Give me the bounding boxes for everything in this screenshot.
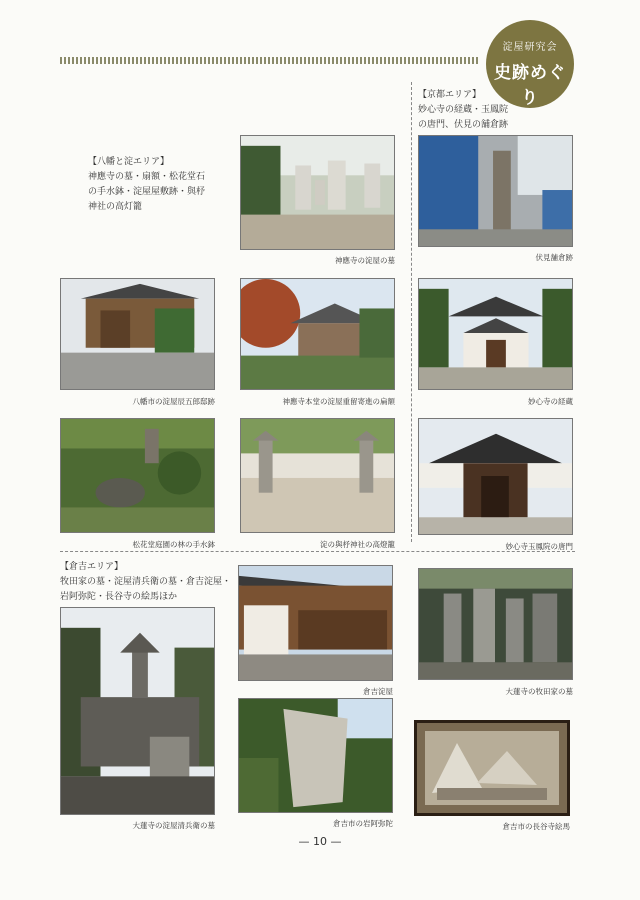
caption: 八幡市の淀屋辰五郎邸跡 bbox=[132, 397, 215, 406]
caption: 大蓮寺の淀屋清兵衛の墓 bbox=[132, 821, 215, 830]
photo-yodo-shrine-lantern bbox=[240, 418, 395, 533]
yawata-line: 神應寺の墓・扇額・松花堂石 bbox=[88, 172, 206, 182]
yawata-line: 神社の高灯籠 bbox=[88, 202, 143, 212]
yawata-line: の手水鉢・淀屋屋敷跡・與杼 bbox=[88, 187, 206, 197]
photo-seibei-grave bbox=[60, 607, 215, 815]
caption: 大蓮寺の牧田家の墓 bbox=[505, 687, 573, 696]
kurayoshi-line: 牧田家の墓・淀屋清兵衛の墓・倉吉淀屋・ bbox=[60, 577, 232, 587]
photo-jinoji-graves bbox=[240, 135, 395, 250]
kyoto-line: の唐門、伏見の舗倉跡 bbox=[418, 120, 509, 130]
caption: 神應寺本堂の淀屋重留寄進の扁額 bbox=[282, 397, 395, 406]
badge-subtitle: 淀屋研究会 bbox=[502, 42, 558, 53]
kurayoshi-heading: 【倉吉エリア】 bbox=[60, 562, 124, 572]
yawata-area-text bbox=[88, 155, 205, 215]
caption: 倉吉淀屋 bbox=[363, 687, 393, 696]
photo-yodoya-residence bbox=[60, 278, 215, 390]
photo-jinoji-main-hall bbox=[240, 278, 395, 390]
caption: 倉吉市の長谷寺絵馬 bbox=[502, 822, 570, 831]
caption: 神應寺の淀屋の墓 bbox=[335, 256, 395, 265]
badge-title: 史跡めぐり bbox=[494, 63, 566, 108]
caption: 妙心寺の経蔵 bbox=[528, 397, 573, 406]
photo-hasedera-ema bbox=[414, 720, 570, 816]
caption: 淀の與杼神社の高燈籠 bbox=[320, 540, 395, 549]
page-number: — 10 — bbox=[298, 835, 342, 848]
photo-fushimi bbox=[418, 135, 573, 247]
photo-gyokuhoin-gate bbox=[418, 418, 573, 535]
caption: 松花堂庭園の林の手水鉢 bbox=[132, 540, 215, 549]
yawata-heading: 【八幡と淀エリア】 bbox=[88, 157, 170, 167]
photo-kurayoshi-yodoya bbox=[238, 565, 393, 681]
kurayoshi-line: 岩阿弥陀・長谷寺の絵馬ほか bbox=[60, 592, 178, 602]
photo-makita-graves bbox=[418, 568, 573, 680]
caption: 伏見舗倉跡 bbox=[535, 253, 573, 262]
photo-myoshinji-sutra-hall bbox=[418, 278, 573, 390]
photo-iwa-amida bbox=[238, 698, 393, 813]
photo-shokado-garden bbox=[60, 418, 215, 533]
kyoto-area-text bbox=[418, 88, 508, 133]
kyoto-heading: 【京都エリア】 bbox=[418, 90, 482, 100]
kurayoshi-area-text bbox=[60, 560, 231, 605]
header-dotted-rule bbox=[60, 57, 480, 64]
kyoto-line: 妙心寺の経蔵・玉鳳院 bbox=[418, 105, 509, 115]
caption: 妙心寺玉鳳院の唐門 bbox=[505, 542, 573, 551]
caption: 倉吉市の岩阿弥陀 bbox=[333, 819, 393, 828]
column-divider bbox=[411, 82, 412, 542]
